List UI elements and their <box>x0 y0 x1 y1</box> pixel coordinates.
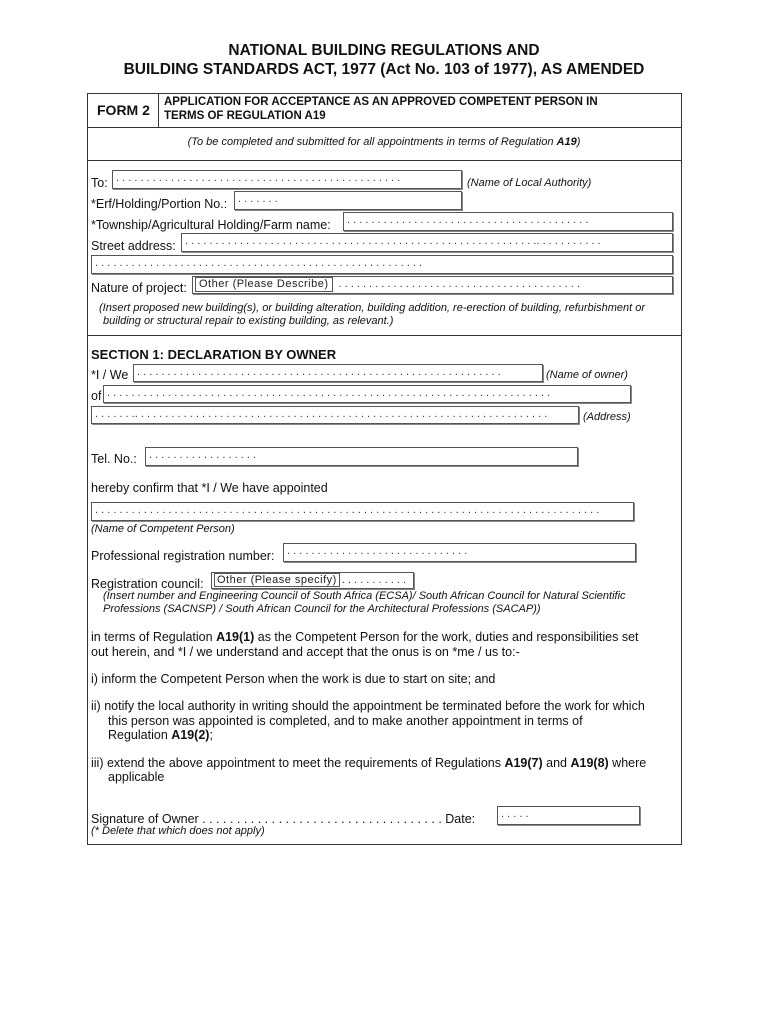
item-iii-line1: iii) extend the above appointment to meet the requirements of Regulations A19(7) and A19(8) where <box>91 756 647 770</box>
document-title-line2: BUILDING STANDARDS ACT, 1977 (Act No. 103 of 1977), AS AMENDED <box>123 61 645 78</box>
competent-person-hint: (Name of Competent Person) <box>91 523 235 535</box>
form-label: FORM 2 <box>97 102 150 118</box>
confirm-text: hereby confirm that *I / We have appointed <box>91 481 328 495</box>
owner-address-field[interactable]: . . . . . . . . . . . . . . . . . . . . . . . . . . . . . . . . . . . . . . . . . . . . . . . . . . . . . . . . . . . . . . . . . . . . . . . . . <box>103 385 631 403</box>
divider <box>158 93 159 127</box>
item-ii-line2: this person was appointed is completed, and to make another appointment in terms of <box>108 714 583 728</box>
reg-council-field[interactable]: Other (Please specify) . . . . . . . . . . . <box>211 572 414 589</box>
project-note-line1: (Insert proposed new building(s), or building alteration, building addition, re-erection of building, refurbishment or <box>99 302 646 314</box>
erf-field[interactable]: . . . . . . . <box>234 191 462 210</box>
street-address-field-line2[interactable]: . . . . . . . . . . . . . . . . . . . . . . . . . . . . . . . . . . . . . . . . . . . . . . . . . . . . . . <box>91 255 673 274</box>
council-note-line1: (Insert number and Engineering Council of South Africa (ECSA)/ South African Council for Natural Scientific <box>103 590 626 602</box>
tel-field[interactable]: . . . . . . . . . . . . . . . . . . <box>145 447 578 466</box>
item-i: i) inform the Competent Person when the work is due to start on site; and <box>91 672 496 686</box>
competent-person-field[interactable]: . . . . . . . . . . . . . . . . . . . . . . . . . . . . . . . . . . . . . . . . . . . . . . . . . . . . . . . . . . . . . . . . . . . . . . . . . . . . . . . . . . . <box>91 502 634 521</box>
document-title-line1: NATIONAL BUILDING REGULATIONS AND <box>228 42 540 59</box>
item-ii-line1: ii) notify the local authority in writing should the appointment be terminated before the work for which <box>91 699 645 713</box>
address-hint: (Address) <box>583 411 631 423</box>
street-address-label: Street address: <box>91 239 176 253</box>
date-field[interactable]: . . . . . <box>497 806 640 825</box>
prof-reg-label: Professional registration number: <box>91 549 275 563</box>
terms-line1: in terms of Regulation A19(1) as the Competent Person for the work, duties and responsibilities set <box>91 630 639 644</box>
section-title: SECTION 1: DECLARATION BY OWNER <box>91 347 337 362</box>
project-note-line2: building or structural repair to existing building, as relevant.) <box>103 315 394 327</box>
divider <box>87 160 682 161</box>
of-label: of <box>91 389 102 403</box>
owner-label: *I / We <box>91 368 129 382</box>
delete-note: (* Delete that which does not apply) <box>91 825 265 837</box>
divider <box>87 335 682 336</box>
form-heading-line1: APPLICATION FOR ACCEPTANCE AS AN APPROVED COMPETENT PERSON IN <box>164 96 598 108</box>
township-label: *Township/Agricultural Holding/Farm name: <box>91 218 331 232</box>
township-field[interactable]: . . . . . . . . . . . . . . . . . . . . . . . . . . . . . . . . . . . . . . . . <box>343 212 673 231</box>
item-iii-line2: applicable <box>108 770 165 784</box>
to-label: To: <box>91 176 108 190</box>
item-ii-line3: Regulation A19(2); <box>108 728 213 742</box>
erf-label: *Erf/Holding/Portion No.: <box>91 197 228 211</box>
reg-council-label: Registration council: <box>91 577 204 591</box>
project-nature-value: Other (Please Describe) <box>195 277 333 292</box>
prof-reg-field[interactable]: . . . . . . . . . . . . . . . . . . . . . . . . . . . . . . <box>283 543 636 562</box>
tel-label: Tel. No.: <box>91 452 137 466</box>
local-authority-hint: (Name of Local Authority) <box>467 177 592 189</box>
owner-address-field-line2[interactable]: . . . . . . .. . . . . . . . . . . . . . . . . . . . . . . . . . . . . . . . . . . . . . . . . . . . . . . . . . . . . . . . . . . . . . . . . . . . <box>91 406 579 424</box>
local-authority-field[interactable]: . . . . . . . . . . . . . . . . . . . . . . . . . . . . . . . . . . . . . . . . . . . . . . . <box>112 170 462 189</box>
signature-line: Signature of Owner . . . . . . . . . . . . . . . . . . . . . . . . . . . . . . . . . . . Date: <box>91 812 476 826</box>
owner-name-field[interactable]: . . . . . . . . . . . . . . . . . . . . . . . . . . . . . . . . . . . . . . . . . . . . . . . . . . . . . . . . . . . . <box>133 364 543 382</box>
form-heading-line2: TERMS OF REGULATION A19 <box>164 110 326 122</box>
street-address-field[interactable]: . . . . . . . . . . . . . . . . . . . . . . . . . . . . . . . . . . . . . . . . . . . . . . . . . . . . . . . . . .. . . . . . . . . . . <box>181 233 673 252</box>
divider <box>87 127 682 128</box>
project-label: Nature of project: <box>91 281 187 295</box>
project-nature-field[interactable]: Other (Please Describe) . . . . . . . . . . . . . . . . . . . . . . . . . . . . . . . . . . . . . . . . <box>192 276 673 294</box>
council-note-line2: Professions (SACNSP) / South African Council for the Architectural Professions (SACAP)) <box>103 603 541 615</box>
form-instruction: (To be completed and submitted for all appointments in terms of Regulation A19) <box>187 136 581 148</box>
terms-line2: out herein, and *I / we understand and accept that the onus is on *me / us to:- <box>91 645 520 659</box>
reg-council-value: Other (Please specify) <box>214 573 340 587</box>
owner-name-hint: (Name of owner) <box>546 369 628 381</box>
